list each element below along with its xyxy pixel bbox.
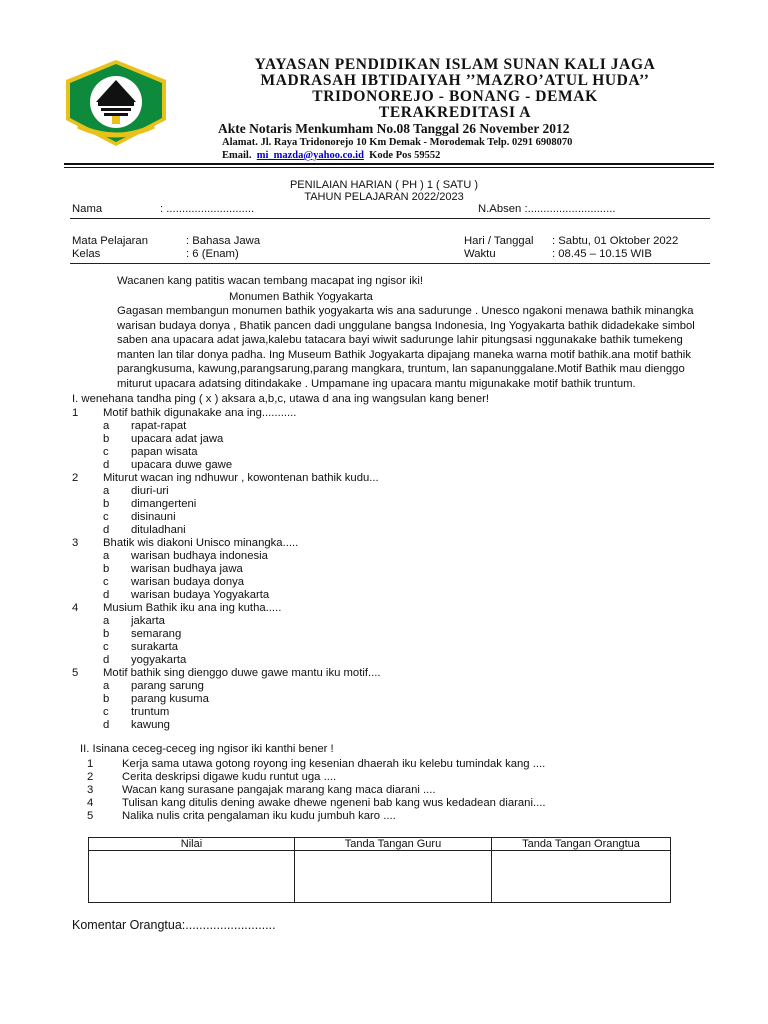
name-label: Nama	[72, 203, 103, 215]
score-cell[interactable]	[89, 851, 295, 903]
date-label: Hari / Tanggal	[464, 235, 534, 247]
reading-title: Monumen Bathik Yogyakarta	[229, 291, 373, 303]
question-number: 1	[72, 407, 79, 419]
option-letter[interactable]: a	[103, 485, 110, 497]
option-text[interactable]: warisan budaya Yogyakarta	[131, 589, 270, 601]
teacher-signature-header: Tanda Tangan Guru	[295, 838, 492, 851]
score-header: Nilai	[89, 838, 295, 851]
exam-year: TAHUN PELAJARAN 2022/2023	[304, 191, 464, 203]
option-letter[interactable]: b	[103, 563, 110, 575]
reading-line: manten lan tilar donya padha. Ing Museum Bathik Jogyakarta dipajang maneka warna motif bathik.ana motif bathik	[117, 349, 691, 361]
option-text[interactable]: upacara duwe gawe	[131, 459, 233, 471]
option-text[interactable]: jakarta	[131, 615, 165, 627]
section1-instruction: I. wenehana tandha ping ( x ) aksara a,b,c, utawa d ana ing wangsulan kang bener!	[72, 393, 490, 405]
reading-line: saben ana upacara adat jawa,kalebu tatacara bayi wiwit sadurunge lahir pitungsasi nggunakake bathik tumekeng	[117, 334, 683, 346]
question-number: 3	[72, 537, 79, 549]
exam-title: PENILAIAN HARIAN ( PH ) 1 ( SATU )	[289, 179, 479, 191]
reading-line: parangkusuma, kawung,parangsarung,parang mangkara, truntum, lan sapanunggalane.Motif Bathik mau dienggo	[117, 363, 685, 375]
notary-deed: Akte Notaris Menkumham No.08 Tanggal 26 November 2012	[218, 121, 570, 136]
option-text[interactable]: yogyakarta	[131, 654, 187, 666]
accreditation: TERAKREDITASI A	[378, 104, 532, 121]
option-letter[interactable]: d	[103, 719, 110, 731]
option-letter[interactable]: a	[103, 680, 110, 692]
option-letter[interactable]: c	[103, 706, 109, 718]
signature-table	[88, 837, 671, 903]
reading-line: miturut upacara adatsing ditindakake . Umpamane ing upacara mantu migunakake motif bathik truntum.	[117, 378, 636, 390]
subject-label: Mata Pelajaran	[72, 235, 148, 247]
option-letter[interactable]: a	[103, 420, 110, 432]
parent-signature-cell[interactable]	[492, 851, 671, 903]
option-letter[interactable]: c	[103, 576, 109, 588]
option-text[interactable]: parang kusuma	[131, 693, 209, 705]
option-text[interactable]: disinauni	[131, 511, 176, 523]
option-text[interactable]: upacara adat jawa	[131, 433, 224, 445]
question-number: 3	[87, 784, 94, 796]
option-text[interactable]: rapat-rapat	[131, 420, 187, 432]
question-text: Bhatik wis diakoni Unisco minangka.....	[103, 537, 299, 549]
option-text[interactable]: parang sarung	[131, 680, 204, 692]
option-letter[interactable]: c	[103, 641, 109, 653]
reading-line: Gagasan membangun monumen bathik yogyakarta wis ana sadurunge . Unesco ngakoni menawa bathik minangka	[117, 305, 694, 317]
option-text[interactable]: warisan budhaya indonesia	[131, 550, 268, 562]
option-letter[interactable]: c	[103, 446, 109, 458]
question-text: Musium Bathik iku ana ing kutha.....	[103, 602, 282, 614]
question-number: 1	[87, 758, 94, 770]
option-letter[interactable]: b	[103, 498, 110, 510]
question-text: Miturut wacan ing ndhuwur , kowontenan bathik kudu...	[103, 472, 379, 484]
fill-in-question[interactable]: Kerja sama utawa gotong royong ing kesenian dhaerah iku kelebu tumindak kang ....	[122, 758, 546, 770]
header-rule-thick	[64, 163, 714, 165]
question-text: Motif bathik sing dienggo duwe gawe mantu iku motif....	[103, 667, 381, 679]
parent-signature-header: Tanda Tangan Orangtua	[492, 838, 671, 851]
option-text[interactable]: dimangerteni	[131, 498, 197, 510]
email-link[interactable]: mi_mazda@yahoo.co.id	[256, 150, 364, 161]
time-value: : 08.45 – 10.15 WIB	[552, 248, 652, 260]
option-letter[interactable]: c	[103, 511, 109, 523]
school-location: TRIDONOREJO - BONANG - DEMAK	[312, 88, 598, 105]
question-number: 2	[72, 472, 79, 484]
reading-line: warisan budaya donya , Bhatik pancen dadi unggulane bangsa Indonesia, Ing Yogyakarta bathik didadekake simbol	[117, 320, 695, 332]
option-text[interactable]: kawung	[131, 719, 170, 731]
fill-in-question[interactable]: Wacan kang surasane pangajak marang kang maca diarani ....	[122, 784, 436, 796]
teacher-signature-cell[interactable]	[295, 851, 492, 903]
option-text[interactable]: dituladhani	[131, 524, 186, 536]
absen-field[interactable]: N.Absen :............................	[478, 203, 616, 215]
question-number: 2	[87, 771, 94, 783]
option-text[interactable]: papan wisata	[131, 446, 198, 458]
option-letter[interactable]: b	[103, 628, 110, 640]
option-text[interactable]: truntum	[131, 706, 170, 718]
option-letter[interactable]: d	[103, 654, 110, 666]
section2-instruction: II. Isinana ceceg-ceceg ing ngisor iki kanthi bener !	[80, 743, 334, 755]
subject-value: : Bahasa Jawa	[186, 235, 261, 247]
header-rule-thin	[64, 167, 714, 168]
divider	[70, 218, 710, 219]
question-text: Motif bathik digunakake ana ing...........	[103, 407, 297, 419]
option-text[interactable]: warisan budaya donya	[131, 576, 245, 588]
parent-comment-field[interactable]: Komentar Orangtua:..........................	[72, 918, 276, 932]
email-label: Email.	[222, 150, 252, 161]
name-field[interactable]: : ............................	[160, 203, 255, 215]
reading-instruction: Wacanen kang patitis wacan tembang macapat ing ngisor iki!	[117, 275, 424, 287]
time-label: Waktu	[464, 248, 496, 260]
option-letter[interactable]: a	[103, 550, 110, 562]
option-text[interactable]: surakarta	[131, 641, 179, 653]
option-letter[interactable]: b	[103, 433, 110, 445]
option-letter[interactable]: b	[103, 693, 110, 705]
school-logo	[56, 58, 176, 148]
fill-in-question[interactable]: Nalika nulis crita pengalaman iku kudu jumbuh karo ....	[122, 810, 396, 822]
fill-in-question[interactable]: Cerita deskripsi digawe kudu runtut uga ....	[122, 771, 337, 783]
question-number: 5	[72, 667, 79, 679]
contact-line	[222, 150, 440, 161]
divider	[70, 263, 710, 264]
class-label: Kelas	[72, 248, 101, 260]
question-number: 4	[87, 797, 94, 809]
school-name: MADRASAH IBTIDAIYAH ’’MAZRO’ATUL HUDA’’	[260, 72, 650, 89]
question-number: 5	[87, 810, 94, 822]
foundation-name: YAYASAN PENDIDIKAN ISLAM SUNAN KALI JAGA	[254, 56, 656, 73]
school-address: Alamat. Jl. Raya Tridonorejo 10 Km Demak - Morodemak Telp. 0291 6908070	[222, 137, 573, 148]
option-text[interactable]: semarang	[131, 628, 182, 640]
ministry-emblem-icon	[56, 58, 176, 148]
date-value: : Sabtu, 01 Oktober 2022	[552, 235, 679, 247]
class-value: : 6 (Enam)	[186, 248, 239, 260]
option-letter[interactable]: d	[103, 589, 110, 601]
fill-in-question[interactable]: Tulisan kang ditulis dening awake dhewe ngeneni bab kang wus kedadean diarani....	[122, 797, 546, 809]
option-text[interactable]: warisan budhaya jawa	[131, 563, 243, 575]
option-letter[interactable]: a	[103, 615, 110, 627]
option-text[interactable]: diuri-uri	[131, 485, 169, 497]
option-letter[interactable]: d	[103, 524, 110, 536]
postal-code: Kode Pos 59552	[369, 150, 441, 161]
option-letter[interactable]: d	[103, 459, 110, 471]
question-number: 4	[72, 602, 79, 614]
